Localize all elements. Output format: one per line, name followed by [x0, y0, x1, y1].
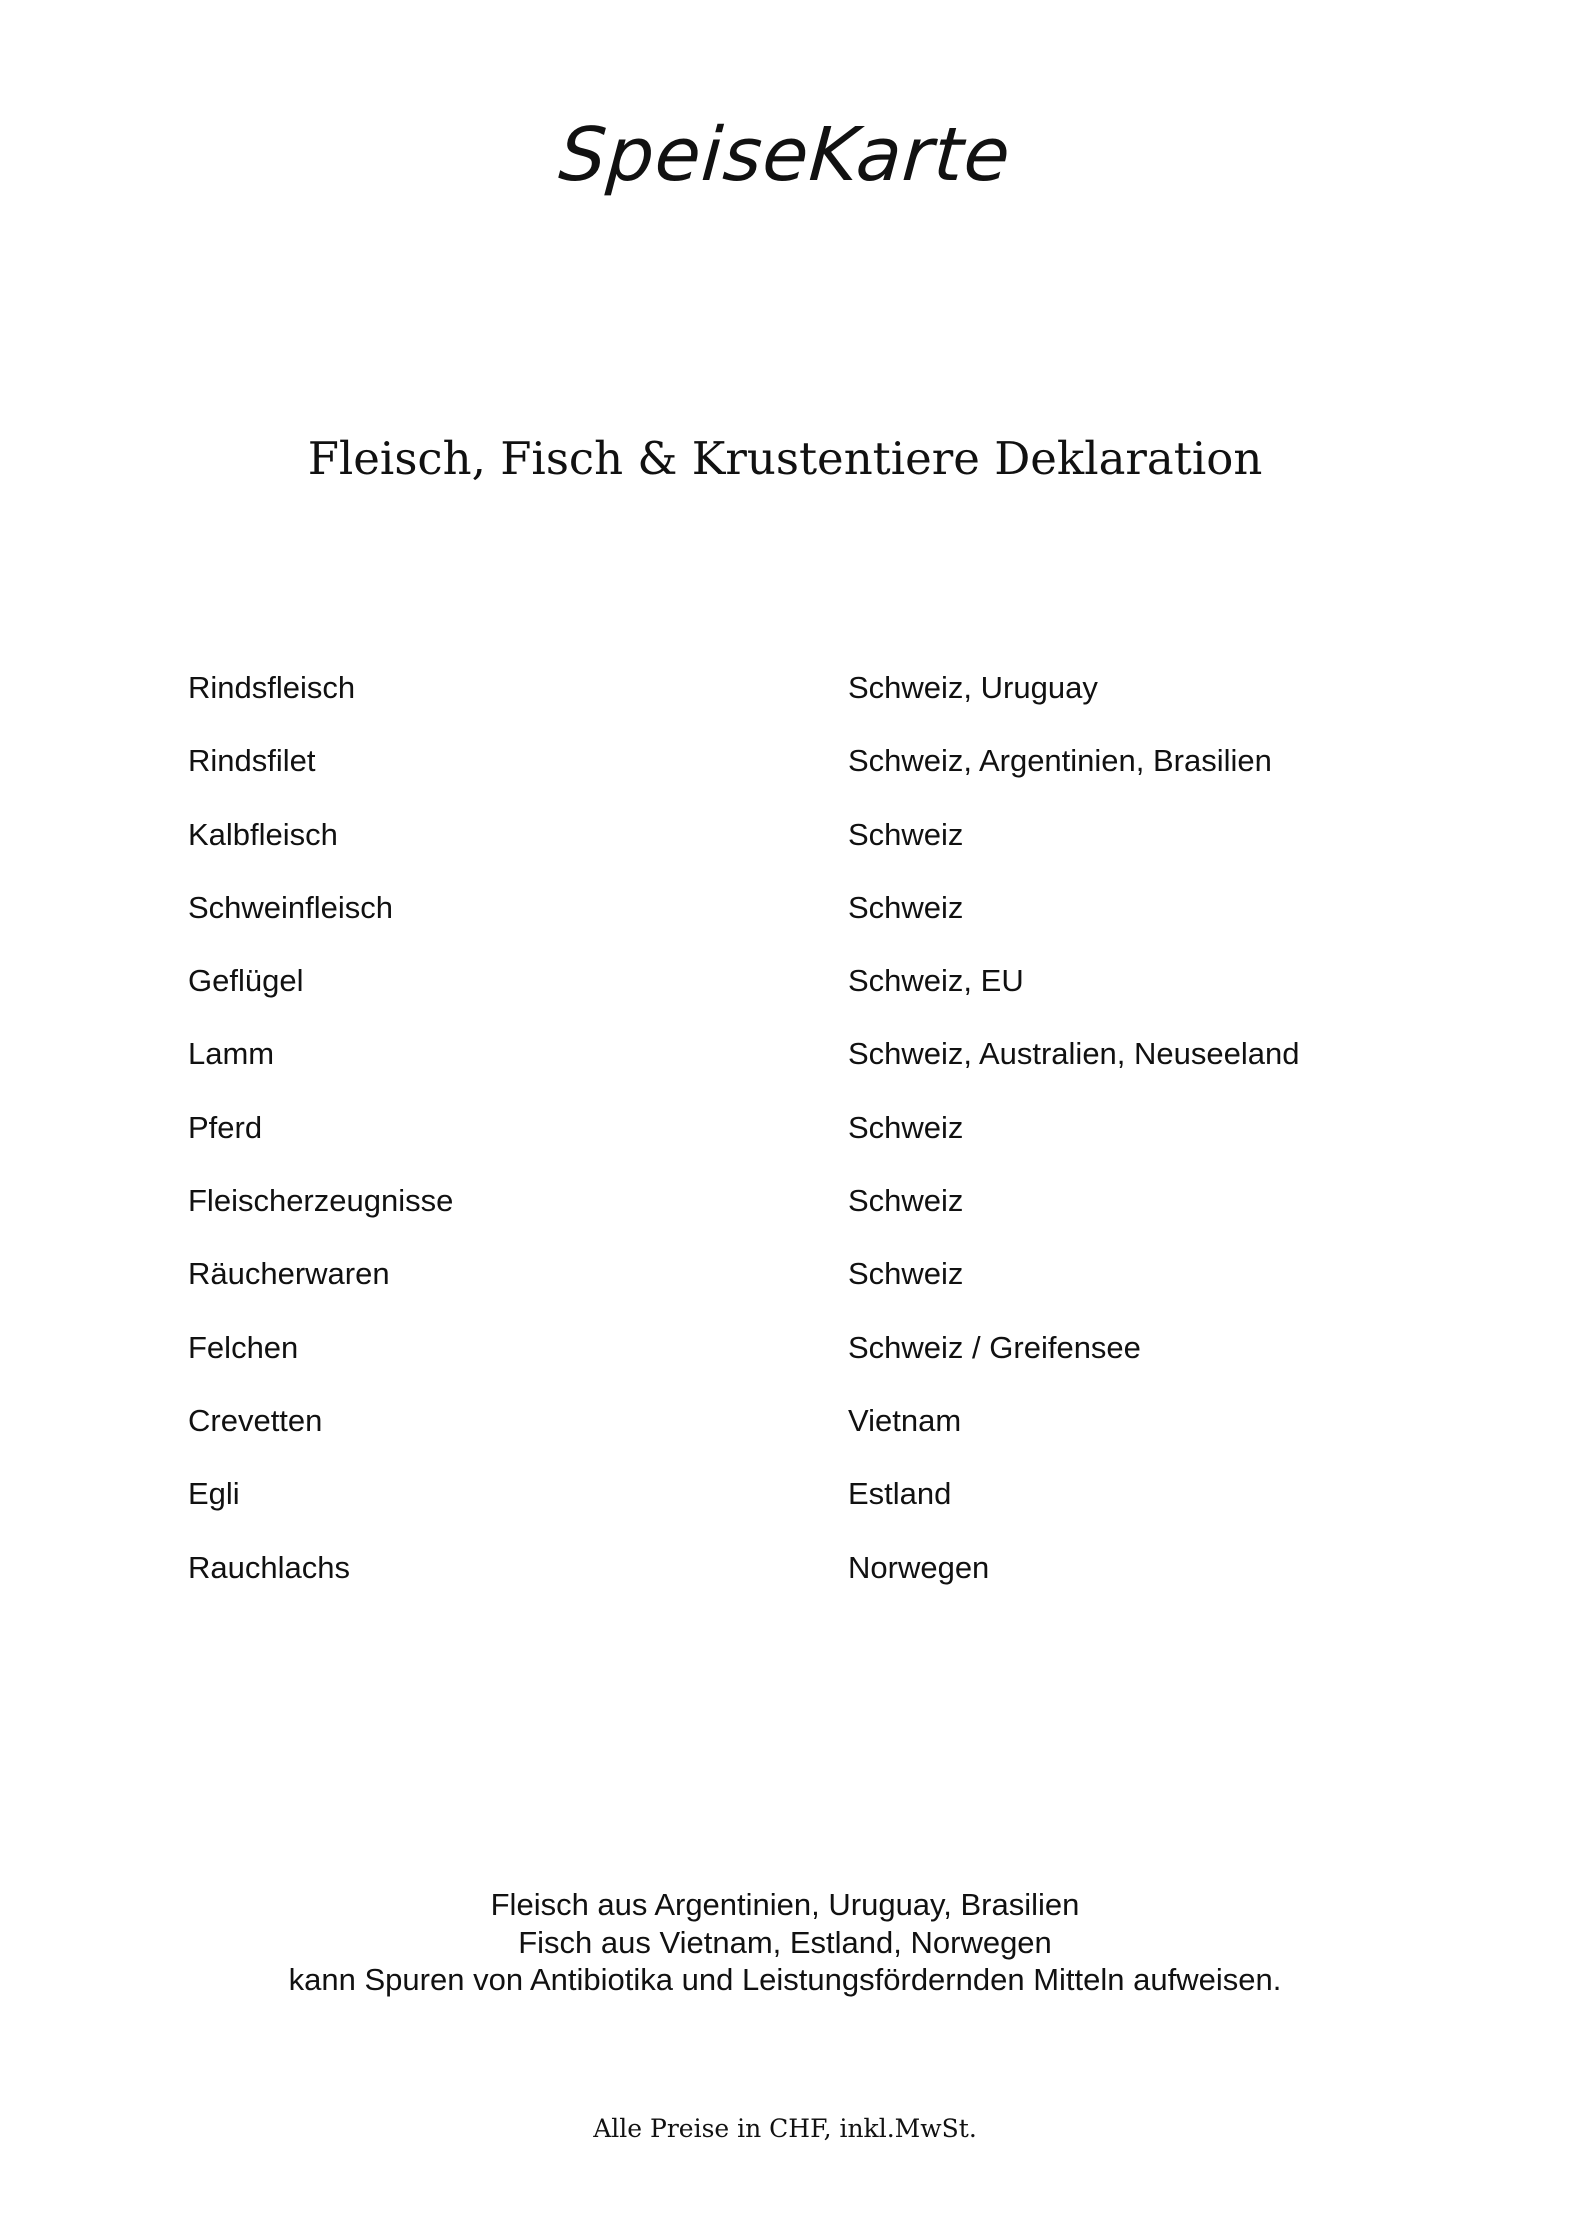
declaration-row [188, 815, 1388, 888]
declaration-origin: Schweiz [848, 816, 964, 852]
notice-line: kann Spuren von Antibiotika und Leistungsfördernden Mitteln aufweisen. [288, 1962, 1282, 1997]
declaration-origin: Schweiz [848, 1256, 964, 1292]
declaration-origin: Schweiz [848, 1183, 964, 1219]
declaration-row [188, 1034, 1388, 1107]
declaration-row [188, 888, 1388, 961]
notice-line: Fisch aus Vietnam, Estland, Norwegen [518, 1924, 1052, 1960]
declaration-origin: Schweiz, EU [848, 963, 1024, 999]
declaration-row [188, 1108, 1388, 1181]
declaration-row [188, 1548, 1388, 1621]
declaration-item: Geflügel [188, 963, 304, 999]
declaration-origin: Schweiz [848, 889, 964, 925]
declaration-origin: Schweiz [848, 1109, 964, 1145]
declaration-item: Felchen [188, 1329, 299, 1365]
declaration-row [188, 1328, 1388, 1401]
declaration-origin: Schweiz, Uruguay [848, 670, 1098, 705]
declaration-item: Rindsfleisch [188, 670, 356, 705]
declaration-origin: Norwegen [848, 1549, 990, 1585]
declaration-origin: Schweiz, Argentinien, Brasilien [848, 743, 1272, 779]
declaration-row [188, 1254, 1388, 1327]
origin-notice [0, 1886, 1570, 1999]
price-footer: Alle Preise in CHF, inkl.MwSt. [593, 2114, 977, 2143]
notice-line: Fleisch aus Argentinien, Uruguay, Brasilien [490, 1887, 1080, 1922]
declaration-heading: Fleisch, Fisch & Krustentiere Deklaration [307, 432, 1263, 485]
declaration-origin: Schweiz, Australien, Neuseeland [848, 1036, 1300, 1072]
declaration-row [188, 741, 1388, 814]
declaration-row [188, 668, 1388, 741]
declaration-item: Rindsfilet [188, 743, 316, 779]
declaration-row [188, 1181, 1388, 1254]
declaration-item: Räucherwaren [188, 1256, 390, 1292]
declaration-item: Lamm [188, 1036, 275, 1072]
declaration-item: Schweinfleisch [188, 889, 394, 925]
declaration-origin: Schweiz / Greifensee [848, 1329, 1141, 1365]
declaration-row [188, 961, 1388, 1034]
declaration-origin: Estland [848, 1476, 952, 1512]
declaration-row [188, 1474, 1388, 1547]
declaration-item: Rauchlachs [188, 1549, 350, 1585]
declaration-item: Pferd [188, 1109, 263, 1145]
declaration-item: Fleischerzeugnisse [188, 1183, 454, 1219]
declaration-item: Kalbfleisch [188, 816, 338, 852]
declaration-item: Crevetten [188, 1402, 323, 1438]
declaration-row [188, 1401, 1388, 1474]
declaration-origin: Vietnam [848, 1402, 962, 1438]
declaration-table [188, 668, 1388, 1621]
declaration-item: Egli [188, 1476, 240, 1512]
page-title: SpeiseKarte [556, 112, 1014, 198]
